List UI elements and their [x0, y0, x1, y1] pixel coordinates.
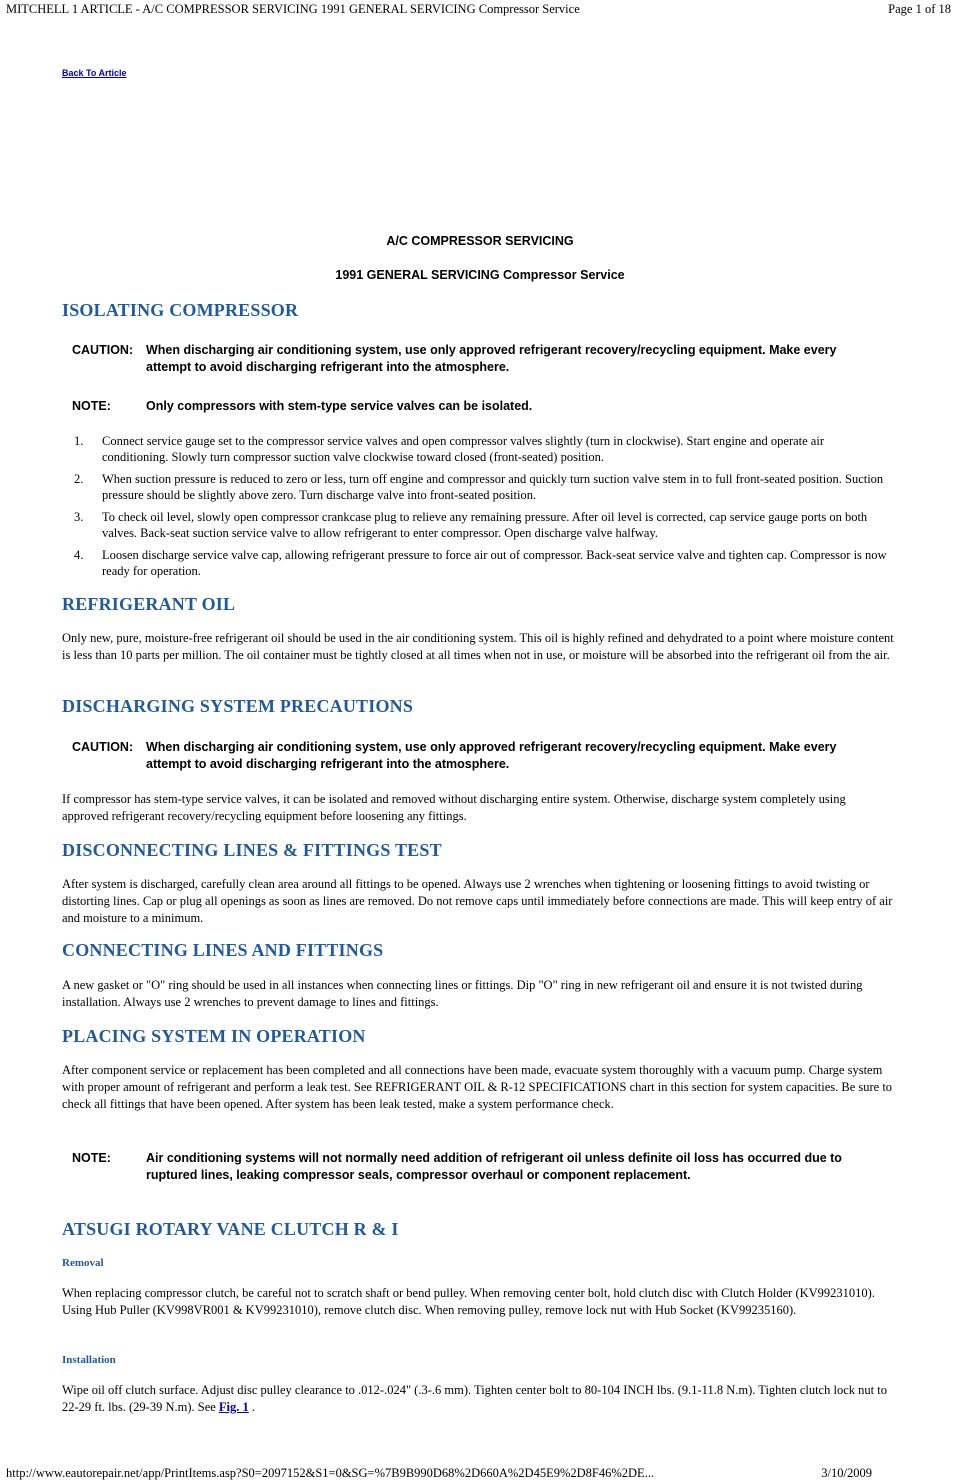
- step-number: 2.: [74, 472, 84, 486]
- step-number: 1.: [74, 434, 84, 448]
- step-text: When suction pressure is reduced to zero or less, turn off engine and compressor and quickly turn suction valve stem in to full front-seated position. Suction pressure should be slightly above zero. Turn discharge valve into front-seated position.: [102, 472, 884, 502]
- discharging-paragraph: If compressor has stem-type service valves, it can be isolated and removed without discharging entire system. Otherwise, discharge system completely using approved refrigerant recovery/recycling equipment before loosening any fittings.: [62, 792, 846, 823]
- caution-label: CAUTION:: [72, 740, 134, 754]
- note-label: NOTE:: [72, 399, 111, 413]
- heading-disconnecting-lines: DISCONNECTING LINES & FITTINGS TEST: [62, 840, 442, 860]
- connecting-paragraph: A new gasket or "O" ring should be used in all instances when connecting lines or fittings. Dip "O" ring in new refrigerant oil and ensure it is not twisted during installation. Always use 2 wrenches to prevent damage to lines and fittings.: [62, 978, 863, 1009]
- step-text: To check oil level, slowly open compressor crankcase plug to relieve any remaining pressure. After oil level is corrected, cap service gauge ports on both valves. Back-seat suction service valve to allow refrigerant to enter compressor. Open discharge valve halfway.: [102, 510, 868, 540]
- installation-text: Wipe oil off clutch surface. Adjust disc pulley clearance to .012-.024" (.3-.6 mm). Tighten center bolt to 80-104 INCH lbs. (9.1-11.8 N.m). Tighten clutch lock nut to 22-29 ft. lbs. (29-39 N.m). See: [62, 1383, 887, 1414]
- subheading-installation: Installation: [62, 1354, 116, 1366]
- note-text: Only compressors with stem-type service valves can be isolated.: [146, 399, 533, 413]
- document-title: A/C COMPRESSOR SERVICING: [386, 234, 574, 248]
- heading-isolating-compressor: ISOLATING COMPRESSOR: [62, 300, 299, 320]
- caution-label: CAUTION:: [72, 343, 134, 357]
- back-to-article-link[interactable]: Back To Article: [62, 68, 127, 78]
- disconnecting-paragraph: After system is discharged, carefully clean area around all fittings to be opened. Always use 2 wrenches when tightening or loosening fittings to avoid twisting or distorting lines. Cap or plug all openings as soon as lines are removed. Do not remove caps until immediately before connections are made. This will keep entry of air and moisture to a minimum.: [62, 877, 893, 925]
- document-subtitle: 1991 GENERAL SERVICING Compressor Service: [335, 268, 625, 282]
- caution-text: When discharging air conditioning system, use only approved refrigerant recovery/recycling equipment. Make every attempt to avoid discharging refrigerant into the atmosphere.: [146, 740, 837, 771]
- heading-placing-system: PLACING SYSTEM IN OPERATION: [62, 1026, 366, 1046]
- caution-text: When discharging air conditioning system, use only approved refrigerant recovery/recycling equipment. Make every attempt to avoid discharging refrigerant into the atmosphere.: [146, 343, 837, 374]
- step-text: Connect service gauge set to the compressor service valves and open compressor valves slightly (turn in clockwise). Start engine and operate air conditioning. Slowly turn compressor suction valve clockwise toward closed (front-seated) position.: [102, 434, 824, 464]
- heading-discharging-precautions: DISCHARGING SYSTEM PRECAUTIONS: [62, 696, 414, 716]
- installation-paragraph: [62, 1382, 894, 1416]
- heading-atsugi-clutch: ATSUGI ROTARY VANE CLUTCH R & I: [62, 1219, 399, 1239]
- note-text: Air conditioning systems will not normally need addition of refrigerant oil unless definite oil loss has occurred due to ruptured lines, leaking compressor seals, compressor overhaul or component replacement.: [146, 1151, 842, 1182]
- placing-paragraph: After component service or replacement has been completed and all connections have been made, evacuate system thoroughly with a vacuum pump. Charge system with proper amount of refrigerant and perform a leak test. See REFRIGERANT OIL & R-12 SPECIFICATIONS chart in this section for system capacities. Be sure to check all fittings that have been opened. After system has been leak tested, make a system performance check.: [62, 1063, 893, 1111]
- step-text: Loosen discharge service valve cap, allowing refrigerant pressure to force air out of compressor. Back-seat service valve and tighten cap. Compressor is now ready for operation.: [102, 548, 887, 578]
- figure-1-link[interactable]: Fig. 1: [218, 1400, 249, 1414]
- heading-connecting-lines: CONNECTING LINES AND FITTINGS: [62, 940, 384, 960]
- heading-refrigerant-oil: REFRIGERANT OIL: [62, 594, 236, 614]
- print-footer-url: http://www.eautorepair.net/app/PrintItems.asp?S0=2097152&S1=0&SG=%7B9B990D68%2D660A%2D45E9%2D8F46%2DE...: [6, 1466, 655, 1480]
- subheading-removal: Removal: [62, 1257, 104, 1269]
- print-header-title: MITCHELL 1 ARTICLE - A/C COMPRESSOR SERVICING 1991 GENERAL SERVICING Compressor Service: [6, 2, 580, 16]
- installation-end: .: [251, 1400, 256, 1414]
- print-header-page-number: Page 1 of 18: [888, 2, 951, 16]
- removal-paragraph: When replacing compressor clutch, be careful not to scratch shaft or bend pulley. When removing center bolt, hold clutch disc with Clutch Holder (KV99231010). Using Hub Puller (KV998VR001 & KV99231010), remove clutch disc. When removing pulley, remove lock nut with Hub Socket (KV99235160).: [62, 1286, 875, 1317]
- refrigerant-oil-paragraph: Only new, pure, moisture-free refrigerant oil should be used in the air conditioning system. This oil is highly refined and dehydrated to a point where moisture content is less than 10 parts per million. The oil container must be tightly closed at all times when not in use, or moisture will be absorbed into the refrigerant oil from the air.: [62, 631, 894, 662]
- step-number: 3.: [74, 510, 84, 524]
- note-label: NOTE:: [72, 1151, 111, 1165]
- step-number: 4.: [74, 548, 84, 562]
- print-footer-date: 3/10/2009: [821, 1466, 872, 1480]
